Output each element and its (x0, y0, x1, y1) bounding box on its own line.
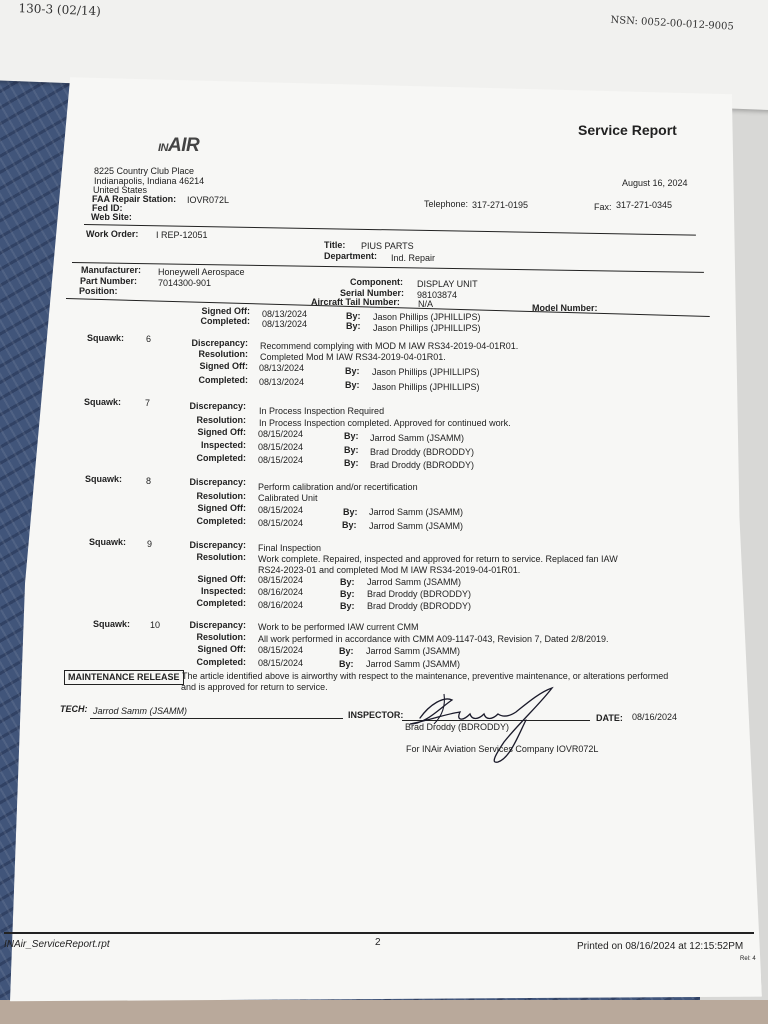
squawk-10-signed-off-by: Jarrod Samm (JSAMM) (366, 646, 461, 656)
squawk-10-number: 10 (150, 620, 161, 630)
squawk-9-completed-by-label: By: (340, 601, 355, 611)
report-title: Service Report (578, 122, 677, 138)
squawk-8-signed-off-date: 08/15/2024 (258, 505, 304, 515)
squawk-6-discrepancy-label: Discrepancy: (191, 338, 248, 348)
component-value: DISPLAY UNIT (417, 279, 478, 289)
squawk-7-inspected-date: 08/15/2024 (258, 442, 304, 452)
squawk-9-number: 9 (147, 539, 153, 549)
squawk-8-signed-off-by: Jarrod Samm (JSAMM) (369, 507, 464, 517)
squawk-8-signed-off-label: Signed Off: (197, 503, 246, 513)
squawk-6-completed-by: Jason Phillips (JPHILLIPS) (372, 382, 480, 392)
squawk-10-signed-off-by-label: By: (339, 646, 354, 656)
carryover-completed-label: Completed: (200, 316, 250, 326)
squawk-8-discrepancy-label: Discrepancy: (189, 477, 246, 487)
position-label: Position: (79, 286, 118, 296)
squawk-6-signed-off-by-label: By: (345, 366, 360, 376)
serial-number-value: 98103874 (417, 290, 458, 300)
fax-label: Fax: (594, 202, 612, 212)
inspector-company: For INAir Aviation Services Company IOVR072L (406, 744, 599, 754)
telephone-label: Telephone: (424, 199, 469, 209)
report-date: August 16, 2024 (622, 178, 688, 188)
squawk-10-resolution-label: Resolution: (196, 632, 246, 642)
back-sheet-form-code: 130-3 (02/14) (18, 1, 102, 19)
squawk-9-resolution-line-2: RS24-2023-01 and completed Mod M IAW RS34-2019-04-01R01. (258, 565, 521, 575)
title-label: Title: (324, 240, 346, 250)
squawk-9-resolution-label: Resolution: (196, 552, 246, 562)
squawk-8-resolution-label: Resolution: (196, 491, 246, 501)
squawk-10-resolution: All work performed in accordance with CMM A09-1147-043, Revision 7, Dated 2/8/2019. (258, 634, 609, 644)
tech-signature-line (90, 718, 343, 719)
squawk-8-label: Squawk: (85, 474, 123, 484)
squawk-9-inspected-by: Brad Droddy (BDRODDY) (367, 589, 472, 599)
squawk-9-inspected-by-label: By: (340, 589, 355, 599)
squawk-6-resolution: Completed Mod M IAW RS34-2019-04-01R01. (260, 352, 446, 362)
squawk-7-resolution-label: Resolution: (196, 415, 246, 425)
squawk-10-completed-by: Jarrod Samm (JSAMM) (366, 659, 461, 669)
telephone-value: 317-271-0195 (472, 200, 529, 210)
release-date-label: DATE: (596, 713, 623, 723)
footer-rule (4, 932, 754, 934)
squawk-6-completed-by-label: By: (345, 380, 360, 390)
squawk-9-signed-off-by: Jarrod Samm (JSAMM) (367, 577, 462, 587)
bottom-background (0, 1000, 768, 1024)
carryover-signed-off-by-label: By: (346, 311, 361, 321)
squawk-10-label: Squawk: (93, 619, 131, 629)
squawk-10-discrepancy: Work to be performed IAW current CMM (258, 622, 419, 632)
squawk-8-completed-by: Jarrod Samm (JSAMM) (369, 521, 464, 531)
squawk-7-inspected-by-label: By: (344, 445, 359, 455)
carryover-signed-off-date: 08/13/2024 (262, 309, 308, 319)
squawk-7-completed-by-label: By: (344, 458, 359, 468)
squawk-7-signed-off-date: 08/15/2024 (258, 429, 304, 439)
inspector-name: Brad Droddy (BDRODDY) (405, 722, 510, 732)
squawk-9-discrepancy: Final Inspection (258, 543, 322, 553)
squawk-9-signed-off-by-label: By: (340, 577, 355, 587)
release-date-value: 08/16/2024 (632, 712, 678, 722)
squawk-10-completed-by-label: By: (339, 659, 354, 669)
squawk-6-completed-label: Completed: (198, 375, 248, 385)
squawk-6-signed-off-date: 08/13/2024 (259, 363, 305, 373)
carryover-completed-by: Jason Phillips (JPHILLIPS) (373, 323, 481, 333)
fed-id-label: Fed ID: (92, 203, 123, 213)
release-text-line-2: and is approved for return to service. (181, 682, 328, 692)
squawk-7-number: 7 (145, 398, 151, 408)
squawk-10-completed-label: Completed: (196, 657, 246, 667)
footer-filename: INAir_ServiceReport.rpt (4, 939, 110, 950)
squawk-9-label: Squawk: (89, 537, 127, 547)
squawk-10-signed-off-date: 08/15/2024 (258, 645, 304, 655)
squawk-9-signed-off-label: Signed Off: (197, 574, 246, 584)
carryover-signed-off-by: Jason Phillips (JPHILLIPS) (373, 312, 481, 322)
inspector-label: INSPECTOR: (348, 710, 404, 720)
tech-value: Jarrod Samm (JSAMM) (93, 706, 188, 716)
address-line-3: United States (93, 185, 148, 195)
squawk-10-completed-date: 08/15/2024 (258, 658, 304, 668)
squawk-7-discrepancy: In Process Inspection Required (259, 406, 385, 416)
faa-label: FAA Repair Station: (92, 194, 177, 204)
squawk-6-number: 6 (146, 334, 152, 344)
squawk-6-completed-date: 08/13/2024 (259, 377, 305, 387)
tail-number-label: Aircraft Tail Number: (311, 297, 400, 307)
carryover-completed-date: 08/13/2024 (262, 319, 308, 329)
squawk-8-number: 8 (146, 476, 152, 486)
squawk-7-inspected-by: Brad Droddy (BDRODDY) (370, 447, 475, 457)
squawk-9-signed-off-date: 08/15/2024 (258, 575, 304, 585)
part-number-value: 7014300-901 (158, 278, 212, 288)
back-sheet-nsn: NSN: 0052-00-012-9005 (610, 14, 735, 33)
squawk-7-completed-date: 08/15/2024 (258, 455, 304, 465)
squawk-7-signed-off-label: Signed Off: (197, 427, 246, 437)
department-label: Department: (324, 251, 378, 261)
squawk-9-discrepancy-label: Discrepancy: (189, 540, 246, 550)
component-label: Component: (350, 277, 403, 287)
maintenance-release-label: MAINTENANCE RELEASE (64, 670, 184, 685)
work-order-value: I REP-12051 (156, 230, 208, 240)
address-line-1: 8225 Country Club Place (94, 166, 195, 176)
squawk-7-discrepancy-label: Discrepancy: (189, 401, 246, 411)
work-order-label: Work Order: (86, 229, 139, 239)
squawk-10-signed-off-label: Signed Off: (197, 644, 246, 654)
footer-revision: Rel: 4 (740, 956, 756, 962)
serial-number-label: Serial Number: (340, 288, 405, 298)
squawk-6-discrepancy: Recommend complying with MOD M IAW RS34-2019-04-01R01. (260, 341, 519, 351)
squawk-9-inspected-date: 08/16/2024 (258, 587, 304, 597)
squawk-8-discrepancy: Perform calibration and/or recertification (258, 482, 418, 492)
squawk-7-resolution: In Process Inspection completed. Approved for continued work. (259, 418, 511, 428)
squawk-6-label: Squawk: (87, 333, 125, 343)
model-number-label: Model Number: (532, 303, 598, 313)
squawk-9-completed-label: Completed: (196, 598, 246, 608)
squawk-7-inspected-label: Inspected: (200, 440, 246, 450)
squawk-7-completed-label: Completed: (196, 453, 246, 463)
squawk-6-resolution-label: Resolution: (198, 349, 248, 359)
squawk-9-completed-by: Brad Droddy (BDRODDY) (367, 601, 472, 611)
tech-label: TECH: (60, 704, 88, 714)
department-value: Ind. Repair (391, 253, 436, 263)
squawk-9-completed-date: 08/16/2024 (258, 600, 304, 610)
carryover-completed-by-label: By: (346, 321, 361, 331)
footer-printed-timestamp: Printed on 08/16/2024 at 12:15:52PM (577, 941, 744, 952)
squawk-9-resolution-line-1: Work complete. Repaired, inspected and approved for return to service. Replaced fan IAW (258, 554, 618, 564)
squawk-10-discrepancy-label: Discrepancy: (189, 620, 246, 630)
part-number-label: Part Number: (80, 276, 138, 286)
manufacturer-label: Manufacturer: (81, 265, 142, 275)
manufacturer-value: Honeywell Aerospace (158, 267, 245, 277)
carryover-signed-off-label: Signed Off: (201, 306, 250, 316)
squawk-7-signed-off-by-label: By: (344, 431, 359, 441)
squawk-6-signed-off-by: Jason Phillips (JPHILLIPS) (372, 367, 480, 377)
squawk-9-inspected-label: Inspected: (200, 586, 246, 596)
address-line-2: Indianapolis, Indiana 46214 (94, 176, 205, 186)
squawk-6-signed-off-label: Signed Off: (199, 361, 248, 371)
fax-value: 317-271-0345 (616, 200, 673, 210)
squawk-7-signed-off-by: Jarrod Samm (JSAMM) (370, 433, 465, 443)
squawk-7-label: Squawk: (84, 397, 122, 407)
squawk-8-completed-date: 08/15/2024 (258, 518, 304, 528)
squawk-8-completed-label: Completed: (196, 516, 246, 526)
squawk-8-resolution: Calibrated Unit (258, 493, 318, 503)
squawk-8-completed-by-label: By: (342, 520, 357, 530)
footer-page-number: 2 (375, 937, 381, 948)
release-text-line-1: The article identified above is airworthy with respect to the maintenance, preventive maintenance, or alterations performed (182, 671, 669, 681)
web-site-label: Web Site: (91, 212, 132, 222)
squawk-7-completed-by: Brad Droddy (BDRODDY) (370, 460, 475, 470)
squawk-8-signed-off-by-label: By: (343, 507, 358, 517)
faa-value: IOVR072L (187, 195, 230, 205)
tail-number-value: N/A (418, 299, 434, 309)
inair-logo: INAIR (158, 135, 200, 156)
title-value: PIUS PARTS (361, 241, 414, 251)
